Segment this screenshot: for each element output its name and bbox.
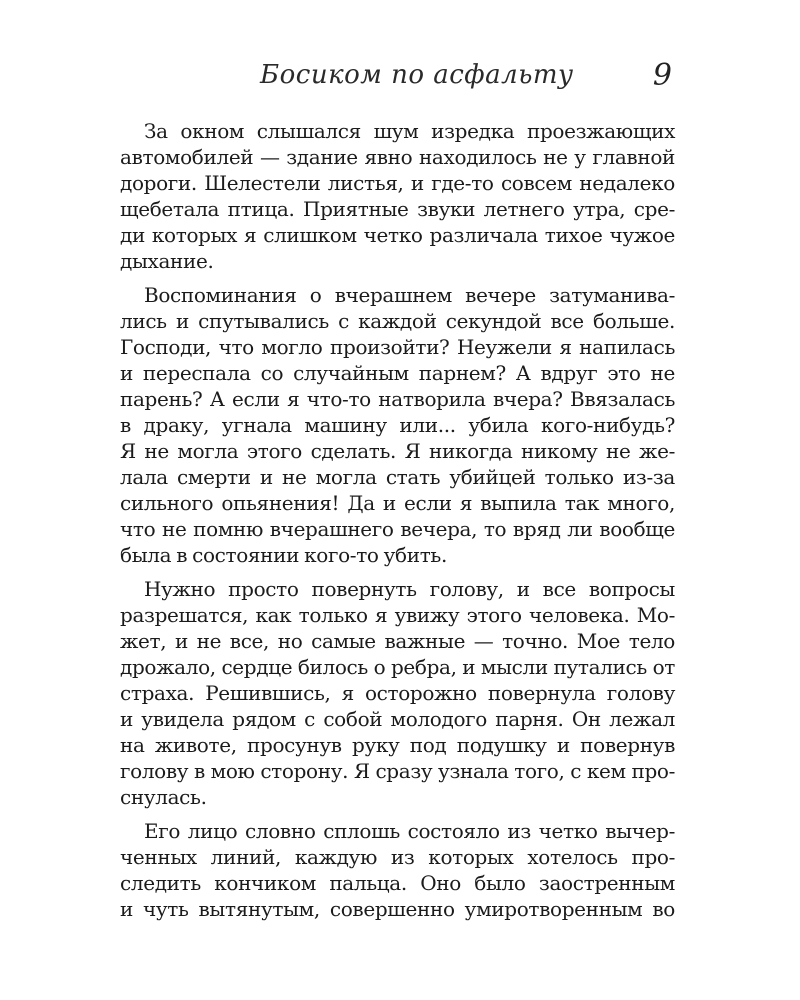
paragraph-1 bbox=[120, 118, 675, 274]
text-line: ченных линий, каждую из которых хотелось про- bbox=[120, 845, 675, 869]
text-line: лись и спутывались с каждой секундой все больше. bbox=[120, 309, 675, 333]
text-line: страха. Решившись, я осторожно повернула голову bbox=[120, 681, 675, 705]
text-line: и увидела рядом с собой молодого парня. Он лежал bbox=[120, 707, 675, 731]
text-line: дороги. Шелестели листья, и где-то совсем недалеко bbox=[120, 171, 675, 195]
text-line: следить кончиком пальца. Оно было заостренным bbox=[120, 871, 675, 895]
text-line: и переспала со случайным парнем? А вдруг это не bbox=[120, 361, 675, 385]
paragraph-4 bbox=[120, 818, 675, 922]
paragraph-2 bbox=[120, 282, 675, 568]
paragraph-3 bbox=[120, 576, 675, 810]
text-line: Господи, что могло произойти? Неужели я напилась bbox=[120, 335, 675, 359]
text-line: и чуть вытянутым, совершенно умиротворенным во bbox=[120, 897, 675, 921]
text-line: была в состоянии кого-то убить. bbox=[120, 543, 447, 567]
text-line: Воспоминания о вчерашнем вечере затуманива- bbox=[144, 283, 675, 307]
text-line: голову в мою сторону. Я сразу узнала того, с кем про- bbox=[120, 759, 675, 783]
text-line: Нужно просто повернуть голову, и все вопросы bbox=[144, 577, 675, 601]
text-line: снулась. bbox=[120, 785, 207, 809]
text-line: щебетала птица. Приятные звуки летнего утра, сре- bbox=[120, 197, 675, 221]
text-line: сильного опьянения! Да и если я выпила так много, bbox=[120, 491, 675, 515]
text-line: Я не могла этого сделать. Я никогда никому не же- bbox=[120, 439, 675, 463]
body-text bbox=[120, 118, 675, 922]
text-line: парень? А если я что-то натворила вчера? Ввязалась bbox=[120, 387, 675, 411]
text-line: дрожало, сердце билось о ребра, и мысли путались от bbox=[120, 655, 675, 679]
text-line: что не помню вчерашнего вечера, то вряд ли вообще bbox=[120, 517, 675, 541]
text-line: на животе, просунув руку под подушку и повернув bbox=[120, 733, 675, 757]
text-line: Его лицо словно сплошь состояло из четко вычер- bbox=[144, 819, 675, 843]
page-number: 9 bbox=[652, 58, 672, 93]
text-line: разрешатся, как только я увижу этого человека. Мо- bbox=[120, 603, 675, 627]
text-line: жет, и не все, но самые важные — точно. Мое тело bbox=[120, 629, 675, 653]
running-title: Босиком по асфальту bbox=[260, 60, 574, 90]
text-line: дыхание. bbox=[120, 249, 214, 273]
text-line: ди которых я слишком четко различала тихое чужое bbox=[120, 223, 675, 247]
text-line: лала смерти и не могла стать убийцей только из-за bbox=[120, 465, 675, 489]
text-line: За окном слышался шум изредка проезжающих bbox=[144, 119, 675, 143]
running-header bbox=[120, 56, 680, 100]
text-line: автомобилей — здание явно находилось не у главной bbox=[120, 145, 675, 169]
text-line: в драку, угнала машину или... убила кого-нибудь? bbox=[120, 413, 675, 437]
